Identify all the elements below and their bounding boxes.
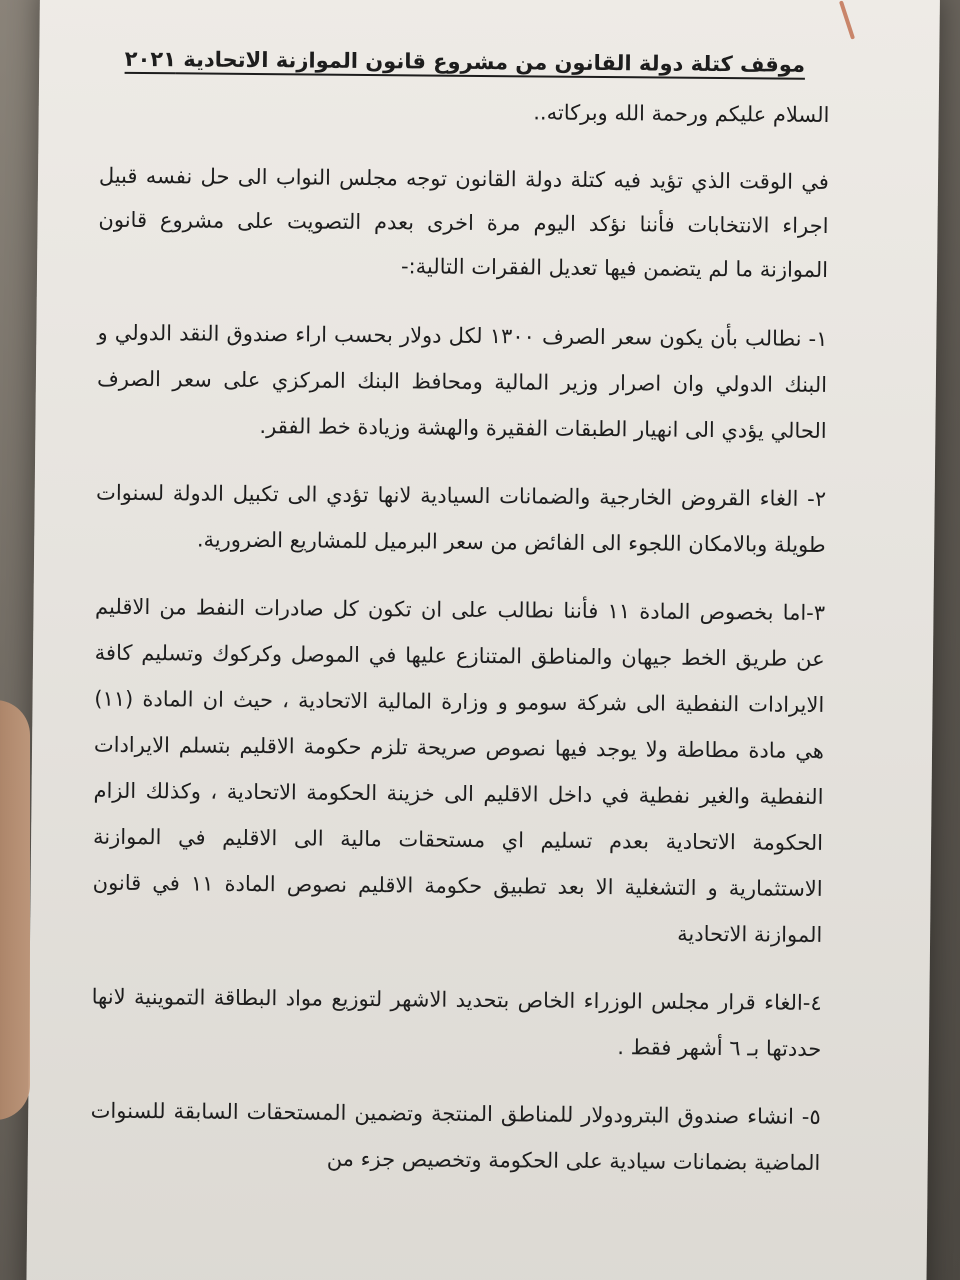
greeting: السلام عليكم ورحمة الله وبركاته.. bbox=[533, 100, 830, 127]
list-item-4: ٤-الغاء قرار مجلس الوزراء الخاص بتحديد الاشهر لتوزيع مواد البطاقة التموينية لانها حددتها بـ ٦ أشهر فقط . bbox=[91, 984, 822, 1061]
list-item-1: ١- نطالب بأن يكون سعر الصرف ١٣٠٠ لكل دولار بحسب اراء صندوق النقد الدولي و البنك الدولي وان اصرار وزير المالية ومحافظ البنك المركزي على سعر الصرف الحالي يؤدي الى انهيار الطبقات الفقيرة والهشة وزيادة خط الفقر. bbox=[96, 320, 828, 443]
list-item-2: ٢- الغاء القروض الخارجية والضمانات السيادية لانها تؤدي الى تكبيل الدولة لسنوات طويلة وبالامكان اللجوء الى الفائض من سعر البرميل للمشاريع الضرورية. bbox=[96, 480, 827, 557]
list-item-3: ٣-اما بخصوص المادة ١١ فأننا نطالب على ان تكون كل صادرات النفط من الاقليم عن طريق الخط جيهان والمناطق المتنازع عليها في الموصل وكركوك وتسليم كافة الايرادات النفطية الى شركة سومو و وزارة المالية الاتحادية ، حيث ان المادة (١١) هي مادة مطاطة ولا يوجد فيها نصوص صريحة تلزم حكومة الاقليم بتسلم الايرادات النفطية والغير نفطية في داخل الاقليم الى خزينة الحكومة الاتحادية ، وكذلك الزام الحكومة الاتحادية بعدم تسليم اي مستحقات مالية الى الاقليم في الموازنة الاستثمارية و التشغلية الا بعد تطبيق حكومة الاقليم نصوص المادة ١١ في قانون الموازنة الاتحادية bbox=[92, 594, 826, 947]
intro-paragraph: في الوقت الذي تؤيد فيه كتلة دولة القانون توجه مجلس النواب الى حل نفسه قبيل اجراء الانتخابات فأننا نؤكد اليوم مرة اخرى بعدم التصويت على مشروع قانون الموازنة ما لم يتضمن فيها تعديل الفقرات التالية:- bbox=[98, 163, 829, 282]
list-item-5: ٥- انشاء صندوق البترودولار للمناطق المنتجة وتضمين المستحقات السابقة للسنوات الماضية بضمانات سيادية على الحكومة وتخصيص جزء من bbox=[90, 1098, 821, 1175]
thumb bbox=[0, 700, 30, 1120]
document-title: موقف كتلة دولة القانون من مشروع قانون الموازنة الاتحادية ٢٠٢١ bbox=[124, 46, 806, 77]
document-body bbox=[90, 44, 830, 1208]
